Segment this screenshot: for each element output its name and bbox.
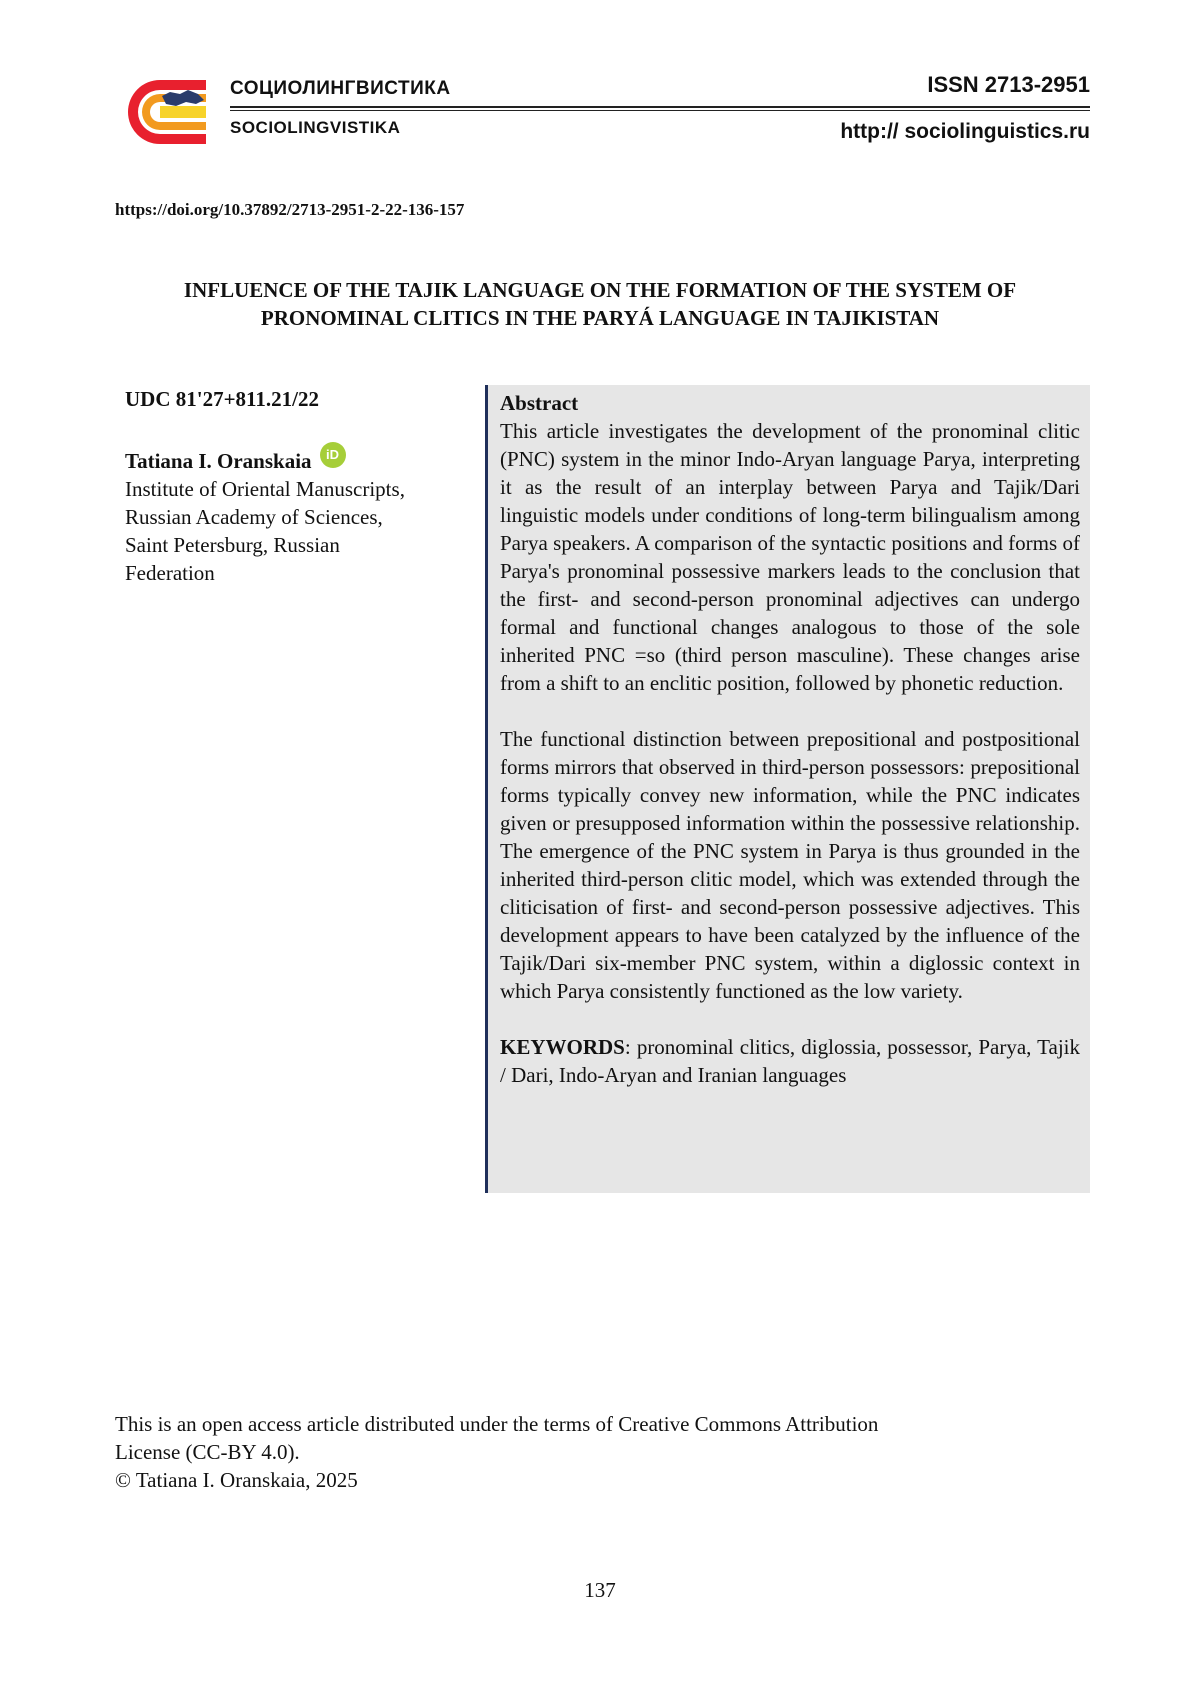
affiliation-line-4: Federation (125, 561, 215, 585)
abstract-paragraph-1: This article investigates the development of the pronominal clitic (PNC) system in the minor Indo-Aryan language Parya, interpreting it as the result of an interplay between Parya and Tajik/Dari linguistic models under conditions of long-term bilingualism among Parya speakers. A comparison of the syntactic positions and forms of Parya's pronominal possessive markers leads to the conclusion that the first- and second-person pronominal adjectives can undergo formal and functional changes analogous to those of the sole inherited PNC =so (third person masculine). These changes arise from a shift to an enclitic position, followed by phonetic reduction. (500, 419, 1080, 695)
orcid-icon[interactable]: iD (320, 442, 346, 468)
keywords-text: : pronominal clitics, diglossia, possessor, Parya, Tajik / Dari, Indo-Aryan and Iranian languages (500, 1035, 1080, 1087)
title-line-2: PRONOMINAL CLITICS IN THE PARYÁ LANGUAGE IN TAJIKISTAN (260, 306, 940, 330)
udc-code: UDC 81'27+811.21/22 (125, 387, 319, 411)
abstract-box (485, 385, 1090, 1193)
journal-name-ru: СОЦИОЛИНГВИСТИКА (230, 78, 451, 99)
journal-name-en: SOCIOLINGVISTIKA (230, 118, 401, 137)
license-line-2: License (CC-BY 4.0). (115, 1440, 300, 1464)
page-number: 137 (584, 1578, 616, 1602)
affiliation-line-2: Russian Academy of Sciences, (125, 505, 383, 529)
author-column (125, 385, 465, 587)
header-rule-thin (230, 110, 1090, 111)
article-title (110, 276, 1090, 332)
license-notice (115, 1410, 1095, 1494)
issn: ISSN 2713-2951 (927, 72, 1090, 97)
affiliation-line-3: Saint Petersburg, Russian (125, 533, 340, 557)
affiliation-line-1: Institute of Oriental Manuscripts, (125, 477, 405, 501)
journal-header (110, 70, 1090, 160)
keywords-label: KEYWORDS (500, 1035, 625, 1059)
title-line-1: INFLUENCE OF THE TAJIK LANGUAGE ON THE FORMATION OF THE SYSTEM OF (183, 278, 1017, 302)
author-line (125, 447, 465, 475)
journal-url[interactable]: http:// sociolinguistics.ru (840, 120, 1090, 143)
copyright: © Tatiana I. Oranskaia, 2025 (115, 1468, 358, 1492)
doi-link[interactable]: https://doi.org/10.37892/2713-2951-2-22-136-157 (115, 200, 465, 219)
keywords (500, 1033, 1080, 1089)
abstract-paragraph-2: The functional distinction between prepositional and postpositional forms mirrors that observed in third-person possessors: prepositional forms typically convey new information, while the PNC indicates given or presupposed information within the possessive relationship. The emergence of the PNC system in Parya is thus grounded in the inherited third-person clitic model, which was extended through the cliticisation of first- and second-person possessive adjectives. This development appears to have been catalyzed by the influence of the Tajik/Dari six-member PNC system, within a diglossic context in which Parya consistently functioned as the low variety. (500, 727, 1080, 1003)
journal-logo (110, 76, 210, 148)
header-rule (230, 106, 1090, 108)
license-line-1: This is an open access article distributed under the terms of Creative Commons Attribution (115, 1412, 879, 1436)
author-name: Tatiana I. Oranskaia (125, 449, 312, 473)
abstract-heading: Abstract (500, 391, 579, 415)
